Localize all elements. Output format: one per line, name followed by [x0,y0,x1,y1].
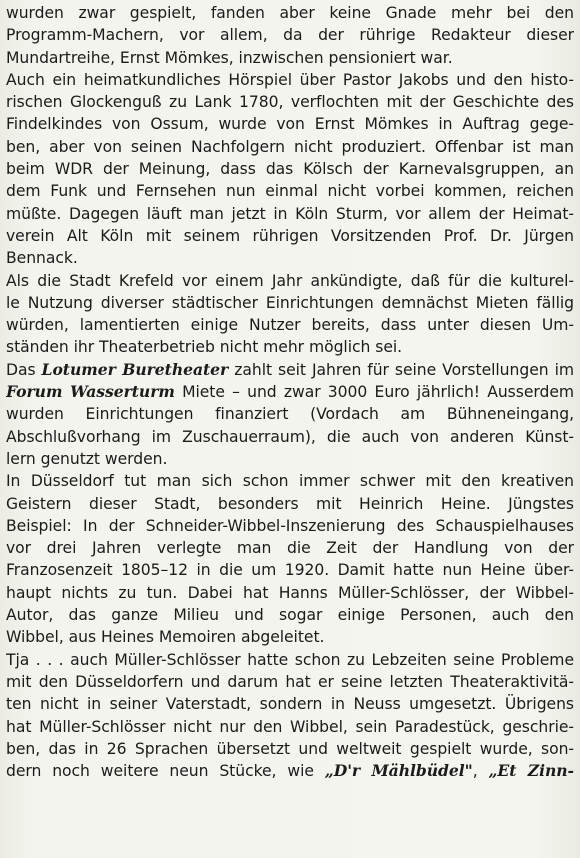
text-run: Das [6,360,42,379]
play-title: „D'r Mählbüdel" [324,761,473,781]
body-text [6,2,574,782]
text-line: haupt nichts zu tun. Dabei hat Hanns Müller-Schlösser, der Wibbel- [6,583,574,602]
text-line: Tja . . . auch Müller-Schlösser hatte schon zu Lebzeiten seine Probleme [6,650,574,669]
theater-name: Lotumer Buretheater [41,359,229,379]
text-line: dem Funk und Fernsehen nun einmal nicht vorbei kommen, reichen [6,182,574,201]
text-line: vor drei Jahren verlegte man die Zeit der Handlung von der [6,539,574,558]
text-run: dern noch weitere neun Stücke, wie [6,762,325,781]
text-line: ben, aber von seinen Nachfolgern nicht produziert. Offenbar ist man [6,137,574,156]
text-line: le Nutzung diverser städtischer Einrichtungen demnächst Mieten fällig [6,293,574,312]
text-line: Mundartreihe, Ernst Mömkes, inzwischen pensioniert war. [6,48,453,67]
text-line: Bennack. [6,249,78,268]
text-line: Programm-Machern, vor allem, da der rührige Redakteur dieser [6,26,574,45]
venue-name: Forum Wasserturm [6,382,175,402]
text-line: ten nicht in seiner Vaterstadt, sondern in Neuss umgesetzt. Übrigens [6,695,574,714]
text-line: mit den Düsseldorfern und darum hat er seine letzten Theateraktivitä- [6,672,574,691]
text-line: beim WDR der Meinung, dass das Kölsch der Karnevalsgruppen, an [6,160,574,179]
text-line-last [6,760,574,782]
text-line: wurden Einrichtungen finanziert (Vordach am Bühneneingang, [6,405,574,424]
text-line: hat Müller-Schlösser nicht nur den Wibbel, sein Paradestück, geschrie- [6,717,574,736]
text-line: verein Alt Köln mit seinem rührigen Vorsitzenden Prof. Dr. Jürgen [6,226,574,245]
text-line: Autor, das ganze Milieu und sogar einige Personen, auch den [6,606,574,625]
text-line: Geistern dieser Stadt, besonders mit Heinrich Heine. Jüngstes [6,494,574,513]
play-title: „Et Zinn- [488,761,574,781]
text-line: ben, das in 26 Sprachen übersetzt und weltweit gespielt wurde, son- [6,739,574,758]
text-line: In Düsseldorf tut man sich schon immer schwer mit den kreativen [6,472,574,491]
text-line: Beispiel: In der Schneider-Wibbel-Inszenierung des Schauspielhauses [6,516,574,535]
text-line: rischen Glockenguß zu Lank 1780, verflochten mit der Geschichte des [6,93,574,112]
text-line-forum [6,381,574,403]
text-line: Wibbel, aus Heines Memoiren abgeleitet. [6,628,325,647]
text-line: lern genutzt werden. [6,449,168,468]
text-run: zahlt seit Jahren für seine Vorstellungen im [228,360,574,379]
text-line: Abschlußvorhang im Zuschauerraum), die auch von anderen Künst- [6,427,574,446]
text-line: müßte. Dagegen läuft man jetzt in Köln Sturm, vor allem der Heimat- [6,204,574,223]
text-line: würden, lamentierten einige Nutzer bereits, dass unter diesen Um- [6,316,574,335]
text-run: , [472,762,489,781]
text-line: Auch ein heimatkundliches Hörspiel über Pastor Jakobs und den histo- [6,70,574,89]
text-line: wurden zwar gespielt, fanden aber keine Gnade mehr bei den [6,4,574,22]
text-line: ständen ihr Theaterbetrieb nicht mehr möglich sei. [6,338,403,357]
text-line: Findelkindes von Ossum, wurde von Ernst Mömkes in Auftrag gege- [6,115,574,134]
text-line: Als die Stadt Krefeld vor einem Jahr ankündigte, daß für die kulturel- [6,271,574,290]
text-line: Franzosenzeit 1805–12 in die um 1920. Damit hatte nun Heine über- [6,561,574,580]
text-run: Miete – und zwar 3000 Euro jährlich! Ausserdem [174,383,574,402]
text-line-lotumer [6,359,574,381]
